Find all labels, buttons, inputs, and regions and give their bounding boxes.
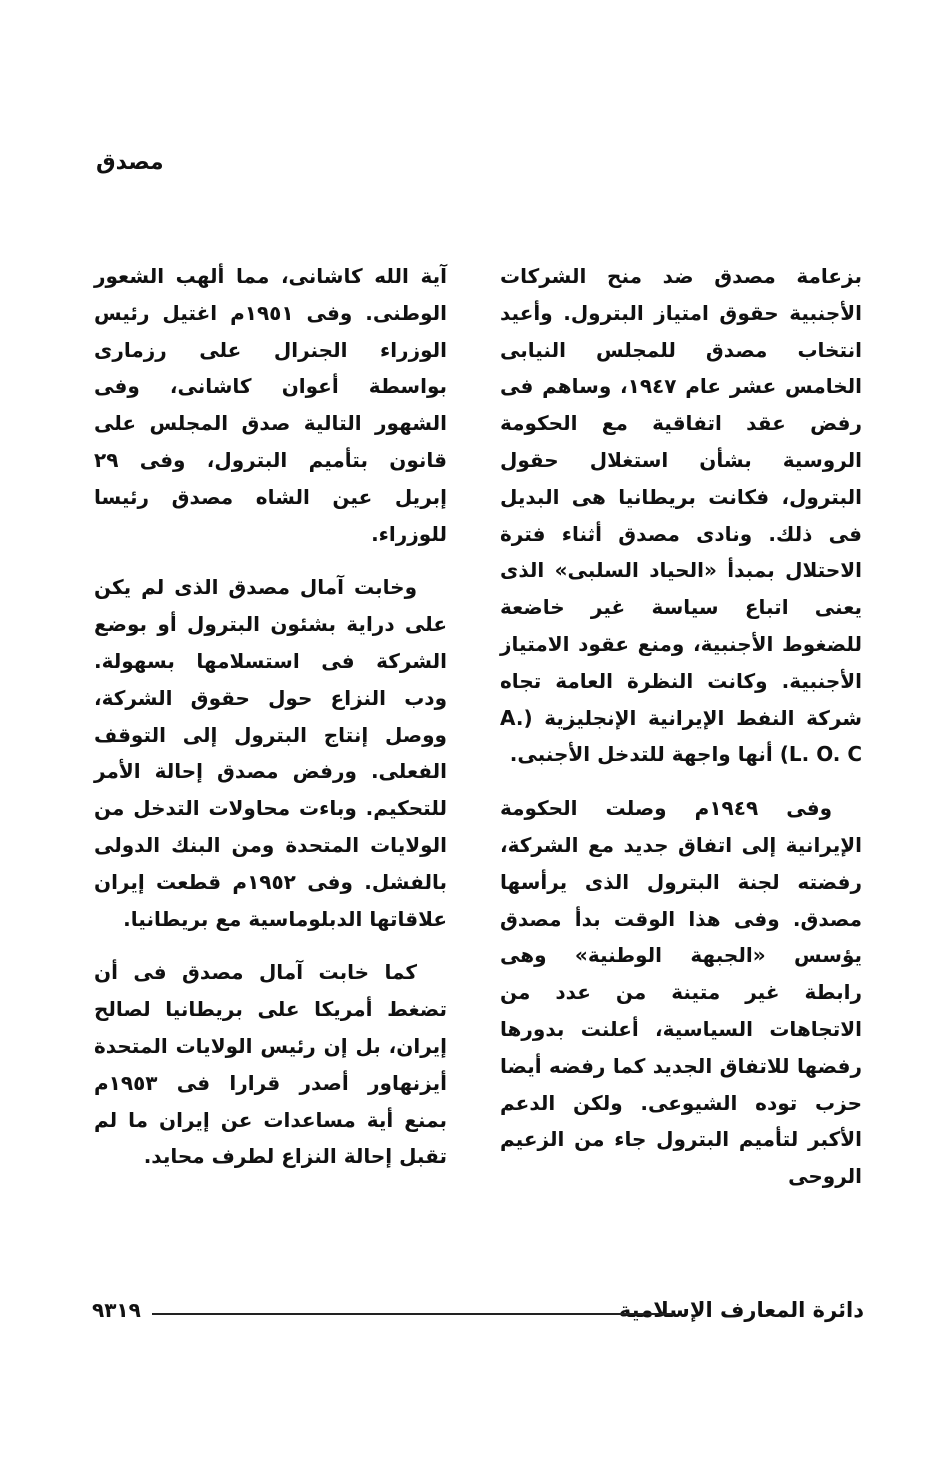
paragraph: بزعامة مصدق ضد منح الشركات الأجنبية حقوق امتياز البترول. وأعيد انتخاب مصدق للمجلس النيابى الخامس عشر عام ١٩٤٧، وساهم فى رفض عقد اتفاقية مع الحكومة الروسية بشأن استغلال حقول البترول، فكانت بريطانيا هى البديل فى ذلك. ونادى مصدق أثناء فترة الاحتلال بمبدأ «الحياد السلبى» الذى يعنى اتباع سياسة غير خاضعة للضغوط الأجنبية، ومنع عقود الامتياز الأجنبية. وكانت النظرة العامة تجاه شركة النفط الإيرانية الإنجليزية (A. L. O. C) أنها واجهة للتدخل الأجنبى. xyxy=(500,264,863,767)
running-head: مصدق xyxy=(96,150,164,175)
right-column xyxy=(500,258,862,1212)
page-footer xyxy=(92,1292,864,1332)
paragraph: وفى ١٩٤٩م وصلت الحكومة الإيرانية إلى اتفاق جديد مع الشركة، رفضته لجنة البترول الذى يرأسها مصدق. وفى هذا الوقت بدأ مصدق يؤسس «الجبهة الوطنية» وهى رابطة غير متينة من عدد من الاتجاهات السياسية، أعلنت بدورها رفضها للاتفاق الجديد كما رفضه أيضا حزب توده الشيوعى. ولكن الدعم الأكبر لتأميم البترول جاء من الزعيم الروحى xyxy=(500,796,862,1189)
paragraph: آية الله كاشانى، مما ألهب الشعور الوطنى. وفى ١٩٥١م اغتيل رئيس الوزراء الجنرال على رزمارى بواسطة أعوان كاشانى، وفى الشهور التالية صدق المجلس على قانون بتأميم البترول، وفى ٢٩ إبريل عين الشاه مصدق رئيسا للوزراء. xyxy=(94,264,447,546)
left-column xyxy=(94,258,447,1192)
paragraph: كما خابت آمال مصدق فى أن تضغط أمريكا على بريطانيا لصالح إيران، بل إن رئيس الولايات المتحدة أيزنهاور أصدر قرارا فى ١٩٥٣م بمنع أية مساعدات عن إيران ما لم تقبل إحالة النزاع لطرف محايد. xyxy=(94,960,447,1169)
publication-title: دائرة المعارف الإسلامية xyxy=(618,1298,864,1322)
footer-divider xyxy=(152,1313,674,1315)
page-number: ٩٣١٩ xyxy=(92,1298,141,1322)
paragraph: وخابت آمال مصدق الذى لم يكن على دراية بشئون البترول أو بوضع الشركة فى استسلامها بسهولة. ودب النزاع حول حقوق الشركة، ووصل إنتاج البترول إلى التوقف الفعلى. ورفض مصدق إحالة الأمر للتحكيم. وباءت محاولات التدخل من الولايات المتحدة ومن البنك الدولى بالفشل. وفى ١٩٥٢م قطعت إيران علاقاتها الدبلوماسية مع بريطانيا. xyxy=(94,575,447,931)
